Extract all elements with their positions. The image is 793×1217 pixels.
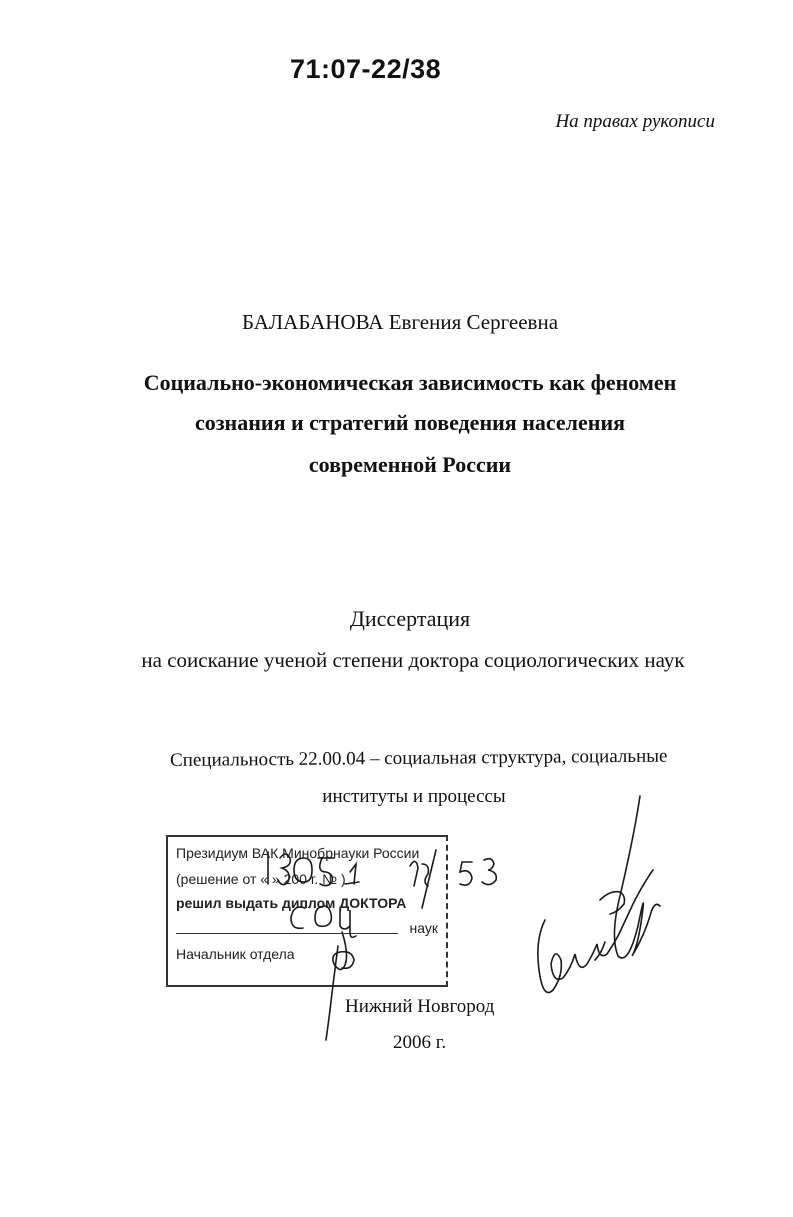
stamp-line-5: Начальник отдела: [176, 946, 295, 962]
title-line-2: сознания и стратегий поведения населения: [194, 410, 626, 435]
specialty-line-2: институты и процессы: [322, 786, 506, 807]
manuscript-note: На правах рукописи: [555, 111, 715, 132]
vak-stamp: [166, 835, 448, 987]
registry-code: 71:07-22/38: [290, 54, 442, 84]
stamp-line-1: Президиум ВАК Минобрнауки России: [176, 845, 420, 861]
author-name: БАЛАБАНОВА Евгения Сергеевна: [241, 310, 559, 334]
city: Нижний Новгород: [345, 996, 495, 1017]
year: 2006 г.: [393, 1032, 447, 1053]
stamp-line-4: наук: [409, 920, 438, 936]
approval-signature-hook: [595, 892, 625, 960]
title-line-1: Социально-экономическая зависимость как феномен: [143, 370, 677, 395]
approval-signature: [538, 796, 660, 993]
stamp-line-2: (решение от « » 200 г. № ): [176, 871, 346, 887]
specialty-line-1: Специальность 22.00.04 – социальная структура, социальные: [170, 745, 668, 771]
stamp-line-3: решил выдать диплом ДОКТОРА: [176, 895, 407, 911]
work-type: Диссертация: [349, 606, 471, 631]
degree-line: на соискание ученой степени доктора социологических наук: [141, 648, 685, 672]
stamp-underline: [176, 933, 398, 934]
title-line-3: современной России: [308, 452, 512, 477]
handwritten-53: [460, 859, 496, 885]
